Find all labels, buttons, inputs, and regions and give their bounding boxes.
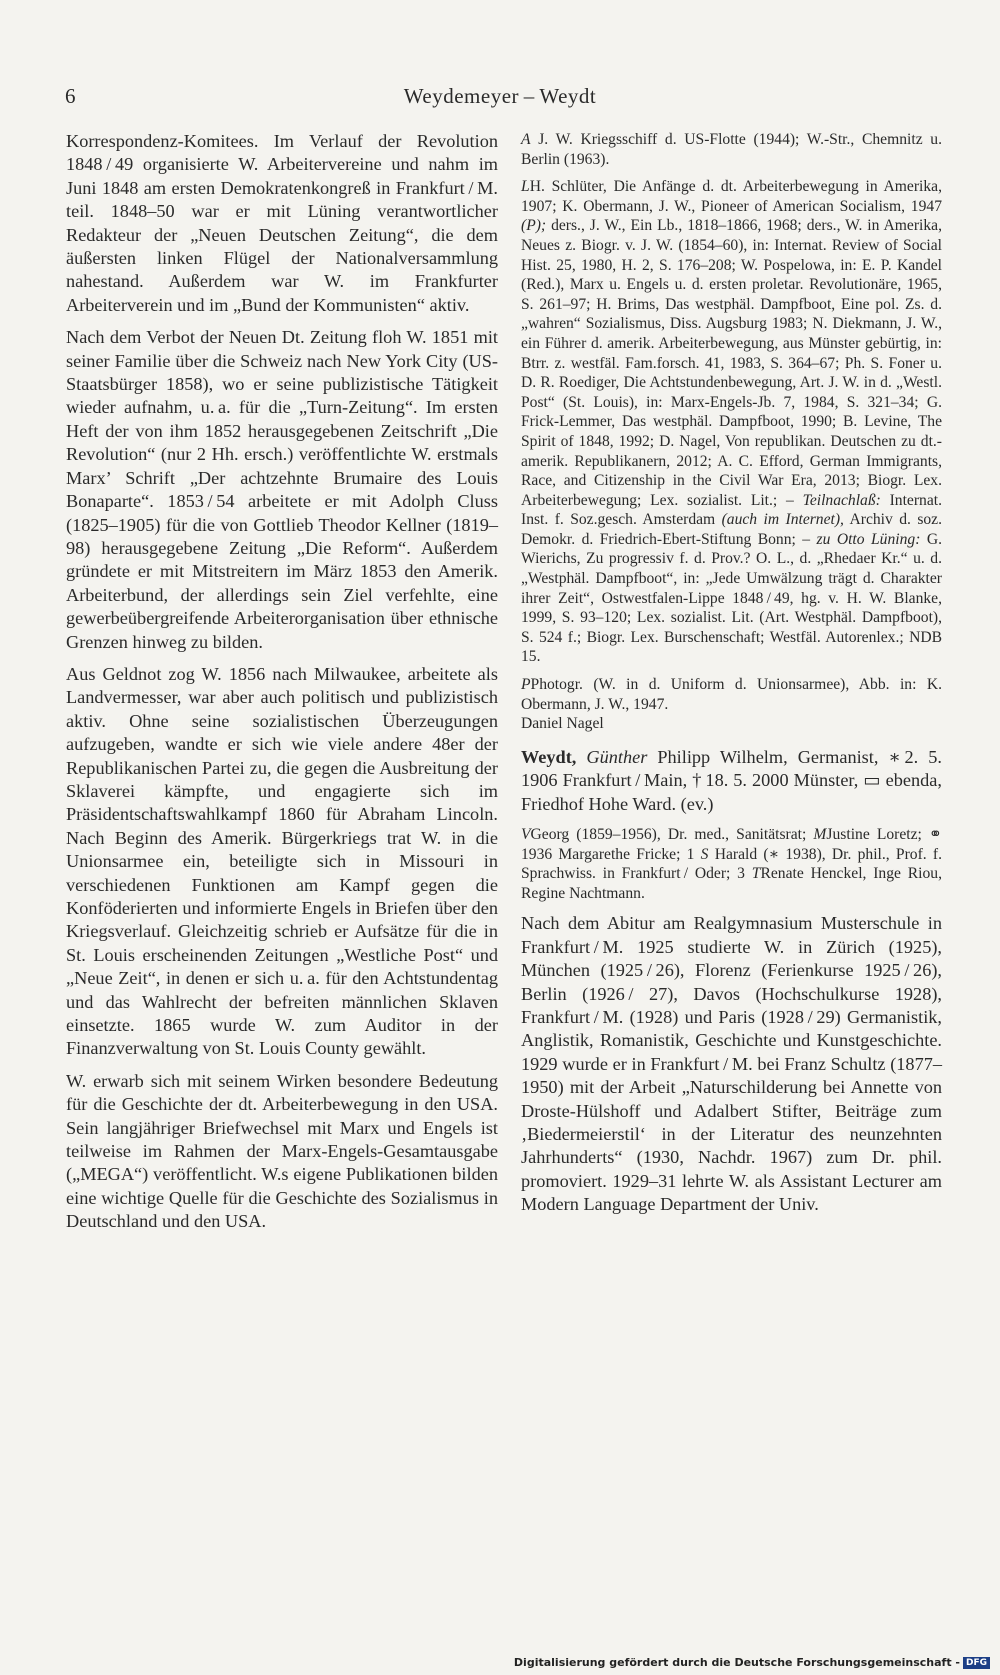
left-column <box>66 130 498 1234</box>
entry-heading <box>521 746 942 816</box>
memorials-section <box>521 130 942 169</box>
footer-credit <box>514 1656 990 1669</box>
section-label: V <box>521 826 531 844</box>
dfg-logo: DFG <box>963 1657 990 1669</box>
page-number: 6 <box>65 84 76 108</box>
paragraph: Nach dem Verbot der Neuen Dt. Zeitung floh W. 1851 mit seiner Familie über die Schweiz nach New York City (US-Staatsbürger 1858), wo er seine publizistische Tätigkeit wieder aufnahm, u. a. für die „Turn-Zeitung“. Im ersten Heft der von ihm 1852 herausgegebenen Zeitschrift „Die Revolution“ (nur 2 Hh. ersch.) veröffentlichte W. erstmals Marx’ Schrift „Der achtzehnte Brumaire des Louis Bonaparte“. 1853 / 54 arbeitete er mit Adolph Cluss (1825–1905) für die von Gottlieb Theodor Kellner (1819–98) herausgegebene Zeitung „Die Reform“. Außerdem gründete er mit Mitstreitern im März 1853 den Amerik. Arbeiterbund, der allerdings sein Ziel verfehlte, eine gewerbeübergreifende Arbeiterorganisation über ethnische Grenzen hinweg zu bilden. <box>66 327 498 652</box>
right-column <box>521 130 942 1217</box>
section-text: ders., J. W., Ein Lb., 1818–1866, 1968; ders., W. in Amerika, Neues z. Biogr. v. J. W. (1854–60), in: Internat. Review of Social Hist. 25, 1980, H. 2, S. 176–208; W. Pospelowa, in: E. P. Kandel (Red.), Marx u. Engels u. d. ersten proletar. Revolutionäre, 1965, S. 261–97; H. Brims, Das westphäl. Dampfboot, Eine pol. Zs. d. „wahren“ Sozialismus, Diss. Augsburg 1983; N. Diekmann, J. W., ein Führer d. amerik. Arbeiterbewegung, aus Münster gebürtig, in: Btrr. z. westfäl. Fam.forsch. 41, 1983, S. 364–67; Ph. S. Foner u. D. R. Roediger, Die Achtstundenbewegung, Art. J. W. in d. „Westl. Post“ (St. Louis), in: Marx-Engels-Jb. 7, 1984, S. 321–34; G. Frick-Lemmer, Das westphäl. Dampfboot, 1990; B. Levine, The Spirit of 1848, 1992; D. Nagel, Von republikan. Deutschen zu dt.-amerik. Republikanern, 2012; A. C. Efford, German Immigrants, Race, and Citizenship in the Civil War Era, 2013; Biogr. Lex. Arbeiterbewegung; Lex. sozialist. Lit.; – <box>521 217 942 509</box>
footer-text: Digitalisierung gefördert durch die Deutsche Forschungsgemeinschaft - <box>513 1656 960 1669</box>
section-text: Internat. Inst. f. Soz.gesch. Amsterdam <box>521 491 942 529</box>
section-text: H. Schlüter, Die Anfänge d. dt. Arbeiterbewegung in Amerika, 1907; K. Obermann, J. W., Pioneer of American Socialism, 1947 <box>521 178 942 215</box>
italic-note: (P); <box>521 217 547 235</box>
running-head: Weydemeyer – Weydt <box>403 84 597 108</box>
section-text: Archiv d. soz. Demokr. d. Friedrich-Ebert-Stiftung Bonn; – <box>521 511 943 548</box>
section-text: Harald (∗ 1938), Dr. phil., Prof. f. Sprachwiss. in Frankfurt / Oder; 3 <box>521 845 942 883</box>
paragraph: Korrespondenz-Komitees. Im Verlauf der Revolution 1848 / 49 organisierte W. Arbeitervereine und nahm im Juni 1848 am ersten Demokratenkongreß in Frankfurt / M. teil. 1848–50 war er mit Lüning verantwortlicher Redakteur der „Neuen Deutschen Zeitung“, die dem äußersten linken Flügel der Nationalversammlung nahestand. Außerdem war W. im Frankfurter Arbeiterverein und im „Bund der Kommunisten“ aktiv. <box>66 131 498 315</box>
section-text: Justine Loretz; ⚭ 1936 Margarethe Fricke; 1 <box>521 826 943 863</box>
entry-vitals: Philipp Wilhelm, Germanist, ∗ 2. 5. 1906 Frankfurt / Main, † 18. 5. 2000 Münster, ▭ ebenda, Friedhof Hohe Ward. (ev.) <box>521 746 942 814</box>
section-label: P <box>521 676 531 694</box>
section-label: M <box>813 826 827 844</box>
paragraph: Aus Geldnot zog W. 1856 nach Milwaukee, arbeitete als Landvermesser, war aber auch politisch und publizistisch aktiv. Ohne seine sozialistischen Überzeugungen aufzugeben, wandte er sich wie viele andere 48er der Republikanischen Partei zu, die gegen die Ausbreitung der Sklaverei kämpfte, und engagierte sich im Präsidentschaftswahlkampf 1860 für Abraham Lincoln. Nach Beginn des Amerik. Bürgerkriegs trat W. in die Unionsarmee ein, beteiligte sich in Missouri in verschiedenen Funktionen am Kampf gegen die Konföderierten und informierte Engels in Briefen über den Kriegsverlauf. Gleichzeitig schrieb er Aufsätze für die in St. Louis erscheinenden Zeitungen „Westliche Post“ und „Neue Zeit“, in denen er sich u. a. für den Achtstundentag und das Wahlrecht der befreiten männlichen Sklaven einsetzte. 1865 wurde W. zum Auditor in der Finanzverwaltung von St. Louis County gewählt. <box>66 663 498 1059</box>
paragraph: W. erwarb sich mit seinem Wirken besondere Bedeutung für die Geschichte der dt. Arbeiterbewegung in den USA. Sein langjähriger Briefwechsel mit Marx und Engels ist teilweise im Rahmen der Marx-Engels-Gesamtausgabe („MEGA“) veröffentlicht. W.s eigene Publikationen bilden eine wichtige Quelle für die Geschichte des Sozialismus in Deutschland und den USA. <box>66 1070 498 1232</box>
section-text: G. Wierichs, Zu progressiv f. d. Prov.? O. L., d. „Rhedaer Kr.“ u. d. „Westphäl. Dampfboot“, in: „Jede Umwälzung trägt d. Charakter ihrer Zeit“, Ostwestfalen-Lippe 1848 / 49, hg. v. H. W. Blanke, 1999, S. 93–120; Lex. sozialist. Lit. (Art. Westphäl. Dampfboot), S. 524 f.; Biogr. Lex. Burschenschaft; Westfäl. Autorenlex.; NDB 15. <box>521 530 942 666</box>
author-signature: Daniel Nagel <box>521 715 604 733</box>
family-section <box>521 825 942 903</box>
section-text: Renate Henckel, Inge Riou, Regine Nachtmann. <box>521 865 942 902</box>
section-label: T <box>751 865 761 883</box>
literature-section <box>521 177 942 667</box>
entry-firstname: Günther <box>586 746 648 767</box>
section-label: S <box>700 845 709 863</box>
section-text: Georg (1859–1956), Dr. med., Sanitätsrat; <box>530 826 814 844</box>
section-label: L <box>521 178 530 196</box>
section-label: A <box>521 131 531 148</box>
section-text: J. W. Kriegsschiff d. US-Flotte (1944); W.-Str., Chemnitz u. Berlin (1963). <box>521 131 942 168</box>
italic-note: zu Otto Lüning: <box>816 530 921 548</box>
biography-paragraph: Nach dem Abitur am Realgymnasium Musterschule in Frankfurt / M. 1925 studierte W. in Zürich (1925), München (1925 / 26), Florenz (Ferienkurse 1925 / 26), Berlin (1926 / 27), Davos (Hochschulkurse 1928), Frankfurt / M. (1928) und Paris (1928 / 29) Germanistik, Anglistik, Romanistik, Geschichte und Kunstgeschichte. 1929 wurde er in Frankfurt / M. bei Franz Schultz (1877–1950) mit der Arbeit „Naturschilderung bei Annette von Droste-Hülshoff und Adalbert Stifter, Beiträge zum ‚Biedermeierstil‘ in der Literatur des neunzehnten Jahrhunderts“ (1930, Nachdr. 1967) zum Dr. phil. promoviert. 1929–31 lehrte W. als Assistant Lecturer am Modern Language Department der Univ. <box>521 913 942 1215</box>
italic-note: Teilnachlaß: <box>802 491 881 509</box>
section-text: Photogr. (W. in d. Uniform d. Unionsarmee), Abb. in: K. Obermann, J. W., 1947. <box>521 676 942 713</box>
italic-note: (auch im Internet), <box>721 511 844 529</box>
entry-surname: Weydt, <box>521 746 577 767</box>
portrait-section <box>521 675 942 714</box>
